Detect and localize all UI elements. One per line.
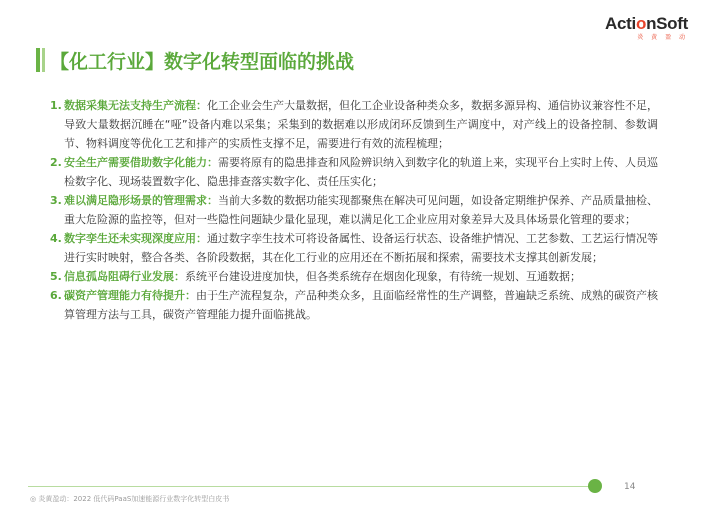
footer-divider xyxy=(28,486,594,487)
item-text: 需要将原有的隐患排查和风险辨识纳入到数字化的轨道上来，实现平台上实时上传、人员巡检数字化、现场装置数字化、隐患排查落实数字化、责任压实化； xyxy=(64,156,658,188)
item-lead: 安全生产需要借助数字化能力： xyxy=(64,156,218,169)
item-body xyxy=(64,191,658,229)
list-item xyxy=(50,153,658,191)
item-text: 通过数字孪生技术可将设备属性、设备运行状态、设备维护情况、工艺参数、工艺运行情况等进行实时映射，整合各类、各阶段数据，其在化工行业的应用还在不断拓展和探索，需要技术支撑其创新发展； xyxy=(64,232,658,264)
item-text: 由于生产流程复杂，产品种类众多，且面临经常性的生产调整，普遍缺乏系统、成熟的碳资产核算管理方法与工具，碳资产管理能力提升面临挑战。 xyxy=(64,289,658,321)
item-number: 1. xyxy=(50,99,62,112)
item-lead: 数字孪生还未实现深度应用： xyxy=(64,232,207,245)
item-number: 4. xyxy=(50,232,62,245)
page-title: 【化工行业】数字化转型面临的挑战 xyxy=(50,51,355,73)
item-body xyxy=(64,286,658,324)
logo-wordmark: ActionSoft xyxy=(605,14,688,33)
item-body xyxy=(64,229,658,267)
item-body xyxy=(64,153,658,191)
item-lead: 数据采集无法支持生产流程： xyxy=(64,99,207,112)
item-text: 当前大多数的数据功能实现都聚焦在解决可见问题，如设备定期维护保养、产品质量抽检、重大危险源的监控等，但对一些隐性问题缺少量化显现，难以满足化工企业应用对象差异大及具体场景化管理的要求； xyxy=(64,194,658,226)
page-number: 14 xyxy=(624,482,636,492)
title-accent-bar xyxy=(36,48,40,72)
item-lead: 难以满足隐形场景的管理需求： xyxy=(64,194,218,207)
item-body xyxy=(64,96,658,153)
footer-dot xyxy=(588,479,602,493)
item-number: 3. xyxy=(50,194,62,207)
logo-subtitle: 炎 黄 盈 动 xyxy=(637,34,688,41)
item-text: 系统平台建设进度加快，但各类系统存在烟囱化现象，有待统一规划、互通数据； xyxy=(185,270,581,283)
list-item xyxy=(50,191,658,229)
list-item xyxy=(50,229,658,267)
title-accent-bar-light xyxy=(42,48,45,72)
list-item xyxy=(50,96,658,153)
challenge-list xyxy=(50,96,658,324)
item-text: 化工企业会生产大量数据，但化工企业设备种类众多，数据多源异构、通信协议兼容性不足，导致大量数据沉睡在“哑”设备内难以采集；采集到的数据难以形成闭环反馈到生产调度中，对产线上的设备控制、参数调节、物料调度等优化工艺和排产的实质性支撑不足，需要进行有效的流程梳理； xyxy=(64,99,658,150)
footer-source: ◎ 炎黄盈动：2022 低代码PaaS加速能源行业数字化转型白皮书 xyxy=(30,495,230,503)
item-lead: 碳资产管理能力有待提升： xyxy=(64,289,196,302)
item-number: 2. xyxy=(50,156,62,169)
item-body xyxy=(64,267,658,286)
item-number: 6. xyxy=(50,289,62,302)
company-logo xyxy=(605,14,688,41)
list-item xyxy=(50,286,658,324)
item-number: 5. xyxy=(50,270,62,283)
list-item xyxy=(50,267,658,286)
item-lead: 信息孤岛阻碍行业发展： xyxy=(64,270,185,283)
